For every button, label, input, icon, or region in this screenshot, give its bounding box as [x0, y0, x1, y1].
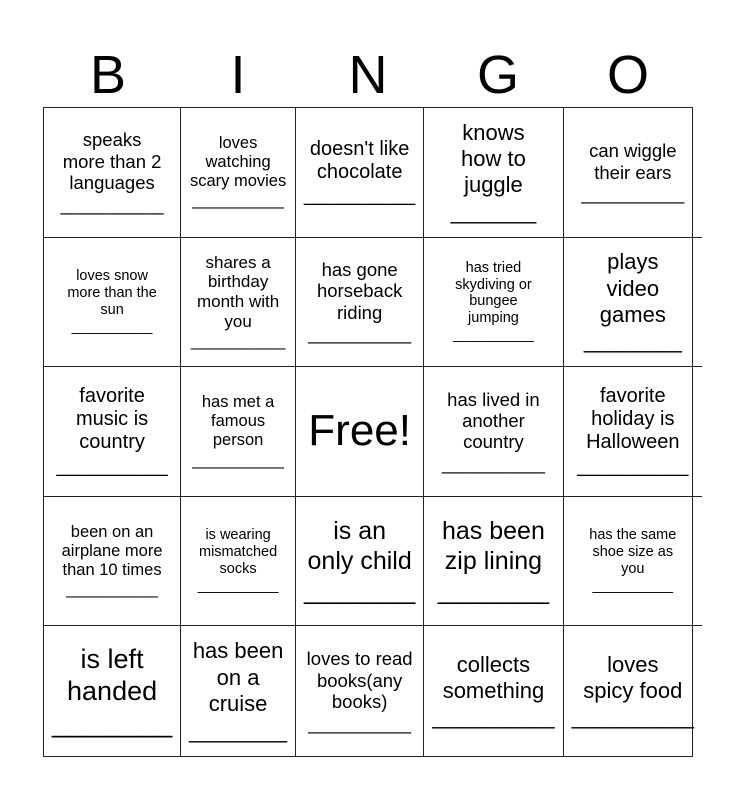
bingo-cell[interactable] — [296, 626, 424, 756]
cell-text: speaks more than 2 languages __________ — [60, 129, 164, 215]
header-letter-g: G — [476, 45, 519, 105]
bingo-cell[interactable] — [564, 497, 702, 627]
cell-text: favorite music is country __________ — [56, 385, 168, 477]
bingo-cell[interactable] — [564, 238, 702, 368]
bingo-cell[interactable] — [44, 626, 181, 756]
header-letter-n: N — [348, 45, 388, 105]
cell-text: plays video games ________ — [583, 249, 682, 354]
bingo-cell[interactable] — [564, 367, 702, 497]
cell-text: been on an airplane more than 10 times __________ — [61, 522, 163, 599]
cell-text: shares a birthday month with you __________ — [190, 252, 286, 351]
bingo-cell[interactable] — [424, 108, 563, 238]
cell-text: knows how to juggle _______ — [450, 119, 537, 224]
cell-text: loves snow more than the sun __________ — [67, 268, 157, 335]
cell-text: favorite holiday is Halloween __________ — [577, 385, 689, 477]
free-space-label: Free! — [308, 406, 411, 456]
bingo-cell-free[interactable] — [296, 367, 424, 497]
header-letter-i: I — [230, 45, 246, 105]
cell-text: is an only child ________ — [304, 517, 416, 606]
bingo-cell[interactable] — [424, 367, 563, 497]
bingo-cell[interactable] — [296, 497, 424, 627]
cell-text: has been zip lining ________ — [437, 517, 550, 606]
cell-text: has been on a cruise ________ — [189, 638, 288, 743]
bingo-cell[interactable] — [44, 497, 181, 627]
cell-text: doesn't like chocolate __________ — [304, 137, 416, 206]
bingo-cell[interactable] — [44, 108, 181, 238]
bingo-cell[interactable] — [181, 497, 296, 627]
bingo-cell[interactable] — [424, 238, 563, 368]
bingo-cell[interactable] — [564, 626, 702, 756]
bingo-cell[interactable] — [564, 108, 702, 238]
cell-text: can wiggle their ears __________ — [581, 140, 685, 205]
header-letter-o: O — [606, 45, 649, 105]
cell-text: collects something __________ — [432, 651, 555, 730]
bingo-cell[interactable] — [44, 367, 181, 497]
bingo-grid — [43, 107, 693, 757]
cell-text: has met a famous person __________ — [192, 393, 284, 469]
bingo-cell[interactable] — [181, 367, 296, 497]
cell-text: has tried skydiving or bungee jumping __________ — [453, 259, 534, 344]
bingo-cell[interactable] — [296, 108, 424, 238]
cell-text: has lived in another country __________ — [442, 388, 545, 474]
cell-text: is left handed ________ — [52, 643, 173, 739]
bingo-cell[interactable] — [424, 497, 563, 627]
header-letter-b: B — [89, 45, 127, 105]
cell-text: is wearing mismatched socks __________ — [197, 527, 279, 594]
cell-text: loves to read books(any books) __________ — [306, 648, 413, 734]
bingo-cell[interactable] — [44, 238, 181, 368]
cell-text: loves watching scary movies __________ — [189, 134, 287, 210]
bingo-cell[interactable] — [296, 238, 424, 368]
bingo-cell[interactable] — [181, 626, 296, 756]
bingo-cell[interactable] — [181, 108, 296, 238]
bingo-cell[interactable] — [424, 626, 563, 756]
bingo-cell[interactable] — [181, 238, 296, 368]
cell-text: has the same shoe size as you __________ — [589, 527, 677, 594]
cell-text: loves spicy food __________ — [571, 651, 694, 730]
bingo-header — [43, 44, 693, 106]
cell-text: has gone horseback riding __________ — [308, 258, 412, 345]
